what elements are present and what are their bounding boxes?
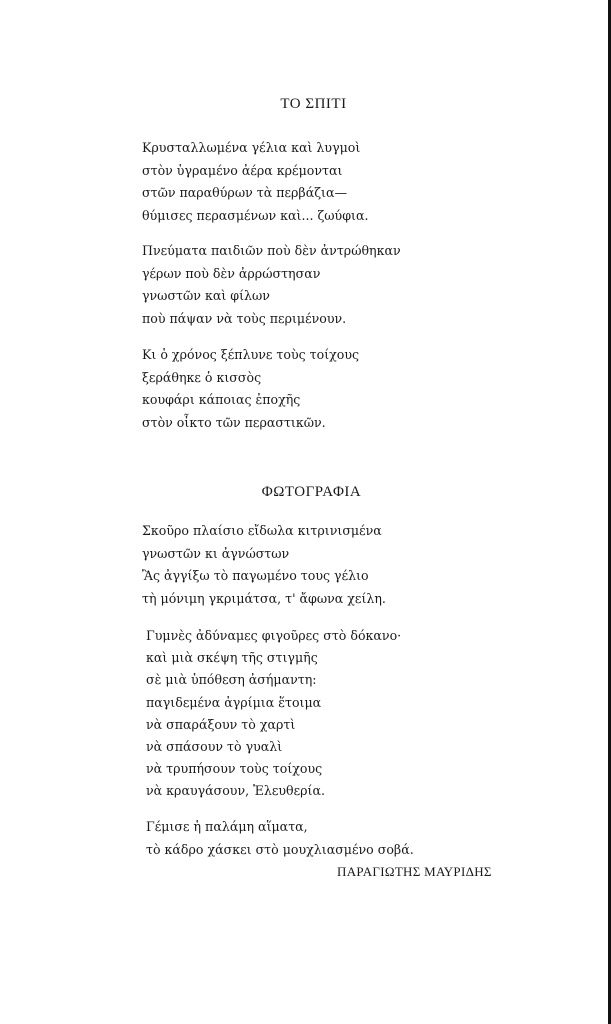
verse-line: θύμισες περασμένων καὶ... ζωύφια. [142,207,369,223]
verse-line: Γέμισε ἡ παλάμη αἵματα, [146,819,308,834]
verse-line: παγιδεμένα ἀγρίμια ἕτοιμα [146,694,322,710]
verse-line: ποὺ πάψαν νὰ τοὺς περιμένουν. [142,310,347,326]
verse-line: νὰ σπάσουν τὸ γυαλὶ [146,739,283,755]
stanza [142,520,386,610]
verse-line: νὰ τρυπήσουν τοὺς τοίχους [146,761,323,777]
poem-title: ΤΟ ΣΠΙΤΙ [280,96,347,112]
verse-line: γέρων ποὺ δὲν ἀρρώστησαν [142,265,321,281]
verse-line: Κρυσταλλωμένα γέλια καὶ λυγμοὶ [142,140,361,155]
stanza [146,625,401,803]
verse-line: στὸν ὑγραμένο ἀέρα κρέμονται [142,162,343,178]
stanza [142,240,401,330]
poem-title: ΦΩΤΟΓΡΑΦΙΑ [261,484,362,500]
verse-line: γνωστῶν καὶ φίλων [142,288,270,304]
verse-line: τὸ κάδρο χάσκει στὸ μουχλιασμένο σοβά. [146,841,414,857]
verse-line: Πνεύματα παιδιῶν ποὺ δὲν ἀντρώθηκαν [142,243,401,258]
stanza [146,816,414,861]
verse-line: σὲ μιὰ ὑπόθεση ἀσήμαντη: [146,672,317,688]
verse-line: Γυμνὲς ἀδύναμες φιγοῦρες στὸ δόκανο· [146,628,402,643]
verse-line: στῶν παραθύρων τὰ περβάζια— [142,185,348,201]
stanza [142,344,359,434]
verse-line: νὰ κραυγάσουν, Ἐλευθερία. [146,783,325,799]
stanza [142,137,368,227]
verse-line: κουφάρι κάποιας ἐποχῆς [142,392,301,408]
verse-line: καὶ μιὰ σκέψη τῆς στιγμῆς [146,650,318,666]
verse-line: γνωστῶν κι ἀγνώστων [142,545,290,561]
verse-line: Κι ὁ χρόνος ξέπλυνε τοὺς τοίχους [142,347,360,362]
verse-line: ξεράθηκε ὁ κισσὸς [142,369,262,385]
verse-line: τὴ μόνιμη γκριμάτσα, τ' ἄφωνα χείλη. [142,590,386,606]
verse-line: Ἂς ἀγγίξω τὸ παγωμένο τους γέλιο [142,568,369,584]
verse-line: Σκοῦρο πλαίσιο εἴδωλα κιτρινισμένα [142,523,382,538]
author-signature: ΠΑΡΑΓΙΩΤΗΣ ΜΑΥΡΙΔΗΣ [337,864,492,879]
verse-line: νὰ σπαράξουν τὸ χαρτὶ [146,716,296,732]
verse-line: στὸν οἶκτο τῶν περαστικῶν. [142,414,326,430]
